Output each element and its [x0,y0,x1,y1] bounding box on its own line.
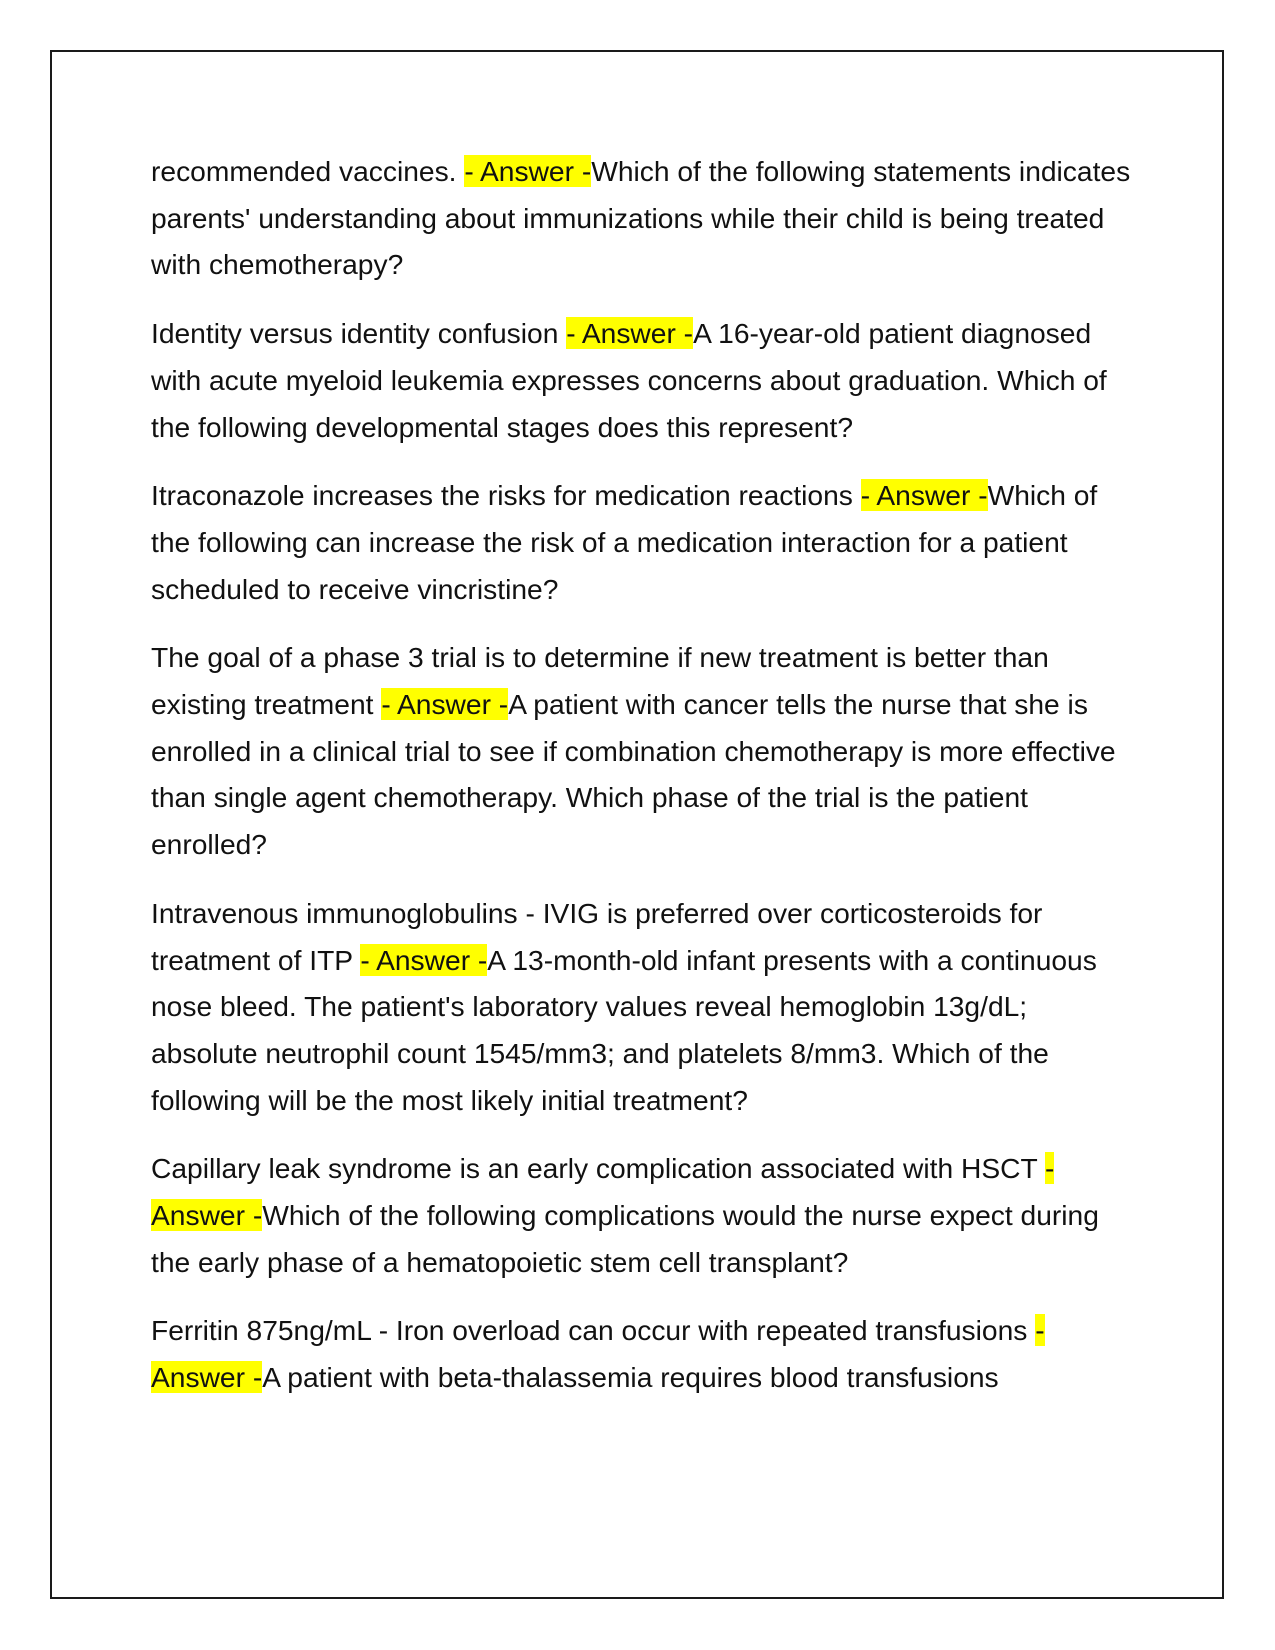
answer-marker: - Answer - [464,155,592,187]
answer-marker: - Answer - [566,317,694,350]
answer-text: Identity versus identity confusion [151,317,567,350]
answer-text: recommended vaccines. [151,155,465,187]
answer-marker: - Answer - [360,943,488,976]
question-text: Which of the following can increase the risk of a medication interaction for a patient scheduled to receive vincristine? [151,479,1098,605]
qa-entry-identity [151,310,1131,450]
question-text: A 13-month-old infant presents with a continuous nose bleed. The patient's laboratory values reveal hemoglobin 13g/dL; absolute neutrophil count 1545/mm3; and platelets 8/mm3. Which of the following will be the most likely initial treatment? [151,943,1097,1116]
qa-entry-ivig [151,890,1131,1124]
answer-text: Itraconazole increases the risks for medication reactions [151,479,861,512]
qa-entry-vaccines [151,148,1131,288]
qa-entry-capillary-leak [151,1145,1131,1285]
answer-marker: - Answer - [151,1152,1055,1232]
question-text: A patient with beta-thalassemia requires blood transfusions [262,1361,999,1394]
question-text: A 16-year-old patient diagnosed with acute myeloid leukemia expresses concerns about graduation. Which of the following developmental stages does this represent? [151,317,1107,443]
answer-text: Capillary leak syndrome is an early complication associated with HSCT [151,1152,1046,1185]
qa-entry-phase3-trial [151,634,1131,868]
answer-marker: - Answer - [151,1314,1045,1394]
answer-text: Ferritin 875ng/mL - Iron overload can occur with repeated transfusions [151,1314,1036,1347]
answer-marker: - Answer - [381,688,509,721]
question-text: Which of the following statements indicates parents' understanding about immunizations while their child is being treated with chemotherapy? [151,155,1131,281]
document-body [151,148,1131,1423]
question-text: Which of the following complications would the nurse expect during the early phase of a hematopoietic stem cell transplant? [151,1199,1099,1278]
qa-entry-itraconazole [151,472,1131,612]
answer-text: The goal of a phase 3 trial is to determine if new treatment is better than existing treatment [151,641,1049,721]
answer-marker: - Answer - [860,479,988,512]
qa-entry-ferritin [151,1307,1131,1400]
answer-text: Intravenous immunoglobulins - IVIG is preferred over corticosteroids for treatment of ITP [151,896,1043,976]
question-text: A patient with cancer tells the nurse that she is enrolled in a clinical trial to see if combination chemotherapy is more effective than single agent chemotherapy. Which phase of the trial is the patient enrolled? [151,688,1116,861]
